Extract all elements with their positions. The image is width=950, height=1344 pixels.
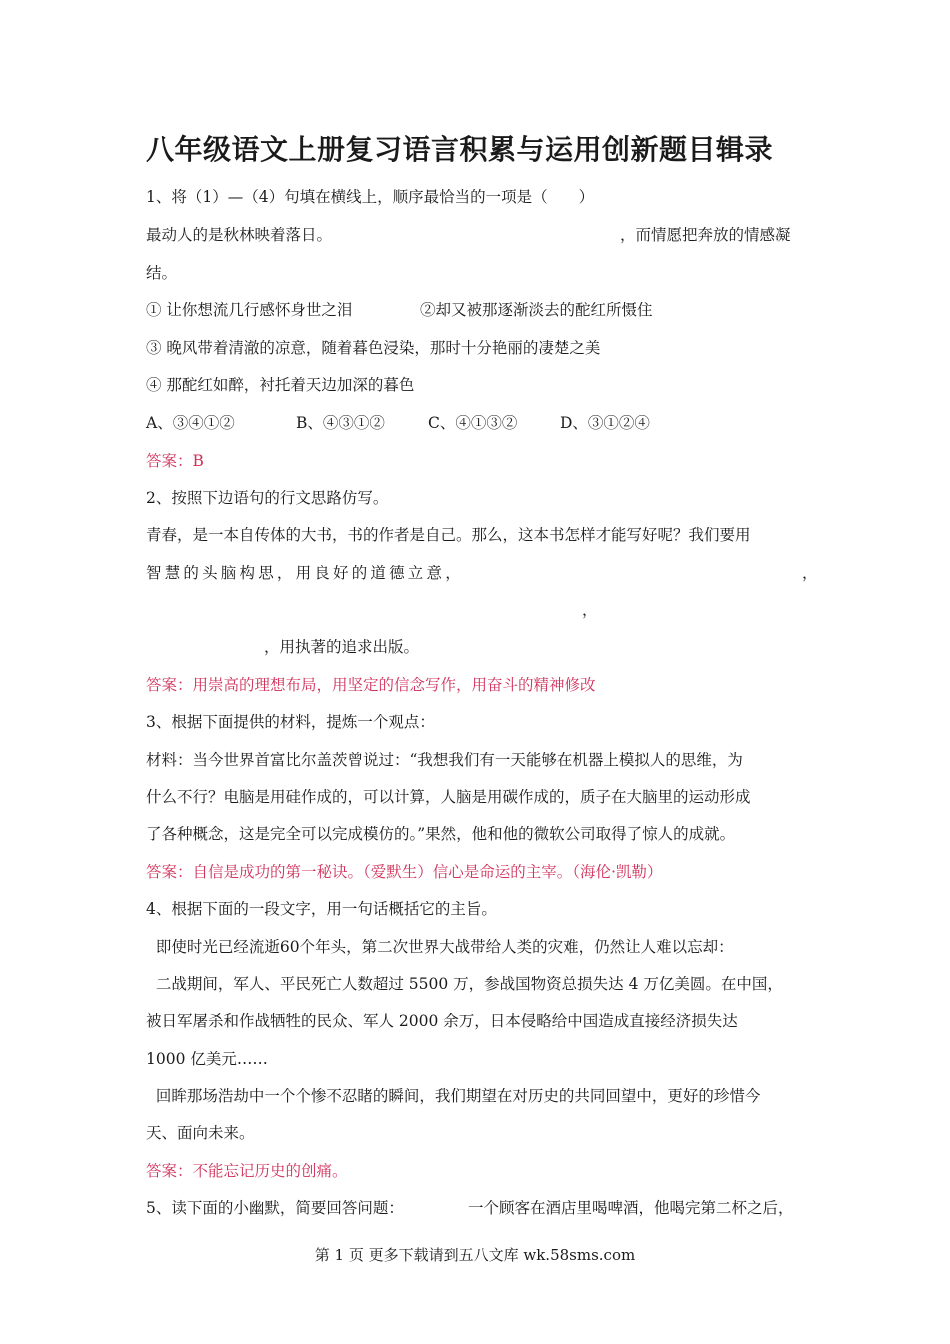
q1-sentence-2: ②却又被那逐渐淡去的酡红所慑住: [420, 301, 653, 319]
q3-material-line-3: 了各种概念，这是完全可以完成模仿的。”果然，他和他的微软公司取得了惊人的成就。: [146, 825, 736, 843]
q1-sentence-3: ③ 晚风带着清澈的凉意，随着暮色浸染，那时十分艳丽的凄楚之美: [146, 339, 601, 357]
q1-stem-wrap: 结。: [146, 264, 178, 282]
q1-option-d: D、③①②④: [560, 414, 650, 432]
q2-question: 2、按照下边语句的行文思路仿写。: [146, 489, 389, 507]
q1-stem-end: ，而情愿把奔放的情感凝: [620, 226, 791, 244]
q5-line: [146, 1197, 812, 1219]
q2-paragraph-line-2: [146, 562, 818, 584]
q1-sentence-4: ④ 那酡红如醉，衬托着天边加深的暮色: [146, 376, 415, 394]
q5-story-start: 一个顾客在酒店里喝啤酒，他喝完第二杯之后，: [468, 1199, 794, 1217]
q1-question: 1、将（1）—（4）句填在横线上，顺序最恰当的一项是（ ）: [146, 188, 595, 206]
q4-question: 4、根据下面的一段文字，用一句话概括它的主旨。: [146, 900, 497, 918]
q4-text-line-6: 天、面向未来。: [146, 1124, 255, 1142]
q2-blank-comma-1: ，: [802, 564, 818, 582]
q1-sentences-row: [146, 299, 812, 321]
q4-text-line-3: 被日军屠杀和作战牺牲的民众、军人 2000 余万，日本侵略给中国造成直接经济损失达: [146, 1012, 738, 1030]
q5-question: 5、读下面的小幽默，简要回答问题：: [146, 1199, 404, 1217]
q1-stem-line: [146, 224, 812, 246]
page-title: 八年级语文上册复习语言积累与运用创新题目辑录: [146, 133, 774, 166]
q2-paragraph-end: ，用执著的追求出版。: [264, 638, 420, 656]
q1-option-c: C、④①③②: [428, 414, 518, 432]
q4-answer: 答案：不能忘记历史的创痛。: [146, 1162, 348, 1180]
q1-option-b: B、④③①②: [296, 414, 385, 432]
q1-stem-start: 最动人的是秋林映着落日。: [146, 226, 333, 244]
q4-text-line-2: 二战期间，军人、平民死亡人数超过 5500 万，参战国物资总损失达 4 万亿美圆。在中国，: [146, 975, 783, 993]
q2-blank-comma-2: ，: [582, 601, 598, 619]
q3-material-line-1: 材料：当今世界首富比尔盖茨曾说过：“我想我们有一天能够在机器上模拟人的思维，为: [146, 751, 743, 769]
q2-paragraph-text: 智慧的头脑构思，用良好的道德立意，: [146, 564, 464, 582]
q4-text-line-4: 1000 亿美元……: [146, 1050, 268, 1068]
q3-material-line-2: 什么不行？电脑是用硅作成的，可以计算，人脑是用碳作成的，质子在大脑里的运动形成: [146, 788, 751, 806]
q4-text-line-5: 回眸那场浩劫中一个个惨不忍睹的瞬间，我们期望在对历史的共同回望中，更好的珍惜今: [146, 1087, 761, 1105]
q1-answer: 答案：B: [146, 452, 204, 470]
q3-question: 3、根据下面提供的材料，提炼一个观点：: [146, 713, 435, 731]
page-footer: 第 1 页 更多下载请到五八文库 wk.58sms.com: [314, 1246, 636, 1264]
q4-text-line-1: 即使时光已经流逝60个年头，第二次世界大战带给人类的灾难，仍然让人难以忘却：: [146, 938, 734, 956]
q2-answer: 答案：用崇高的理想布局，用坚定的信念写作，用奋斗的精神修改: [146, 676, 596, 694]
q2-paragraph-line-1: 青春，是一本自传体的大书，书的作者是自己。那么，这本书怎样才能写好呢？我们要用: [146, 526, 751, 544]
q1-option-a: A、③④①②: [146, 414, 235, 432]
q1-sentence-1: ① 让你想流几行感怀身世之泪: [146, 301, 353, 319]
q3-answer: 答案：自信是成功的第一秘诀。（爱默生）信心是命运的主宰。（海伦·凯勒）: [146, 863, 663, 881]
